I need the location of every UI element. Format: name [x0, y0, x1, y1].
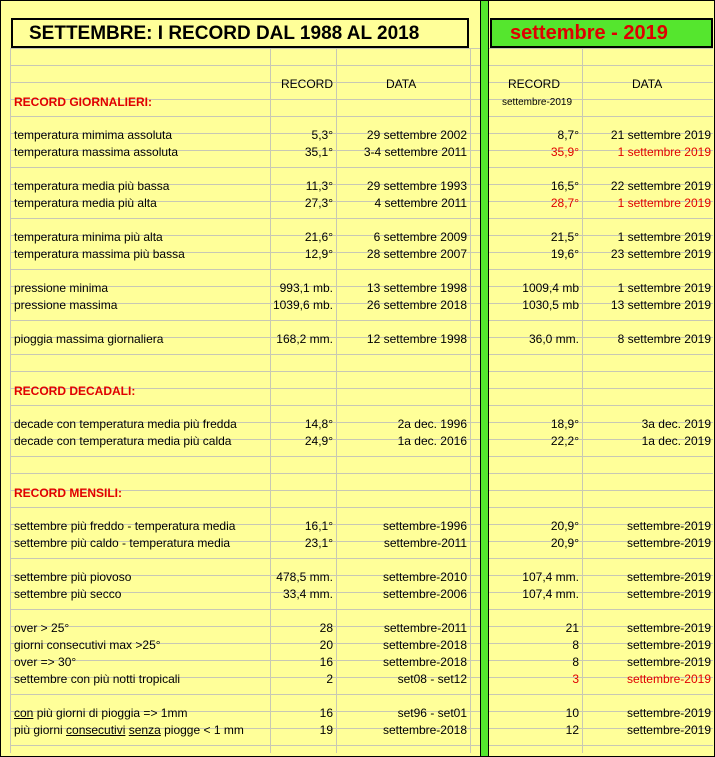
- row-record-value: 5,3°: [311, 128, 333, 142]
- row-2019-value: 107,4 mm.: [522, 587, 579, 601]
- row-record-date: 26 settembre 2018: [366, 298, 467, 312]
- row-record-date: set96 - set01: [397, 706, 467, 720]
- row-record-date: 29 settembre 2002: [366, 128, 467, 142]
- row-label: temperatura media più bassa: [14, 179, 170, 193]
- row-label: decade con temperatura media più calda: [14, 434, 232, 448]
- row-2019-date: settembre-2019: [626, 672, 711, 686]
- row-label: decade con temperatura media più fredda: [14, 417, 237, 431]
- row-record-date: 28 settembre 2007: [366, 247, 467, 261]
- row-2019-value: 1030,5 mb: [522, 298, 579, 312]
- row-label-part: piogge < 1 mm: [160, 723, 244, 737]
- row-2019-value: 20,9°: [550, 536, 579, 550]
- row-2019-value: 35,9°: [550, 145, 579, 159]
- row-label: giorni consecutivi max >25°: [14, 638, 161, 652]
- row-2019-date: 22 settembre 2019: [610, 179, 711, 193]
- row-2019-value: 8: [572, 638, 579, 652]
- row-record-value: 23,1°: [304, 536, 333, 550]
- row-label-part: più giorni: [14, 723, 67, 737]
- row-label-part: con: [14, 706, 34, 720]
- row-record-date: 1a dec. 2016: [397, 434, 467, 448]
- row-2019-value: 36,0 mm.: [528, 332, 579, 346]
- header-sub-2019: settembre-2019: [502, 97, 573, 108]
- row-label: over > 25°: [14, 621, 70, 635]
- row-2019-date: 1 settembre 2019: [617, 230, 711, 244]
- row-record-date: 3-4 settembre 2011: [363, 145, 467, 159]
- row-label: temperatura media più alta: [14, 196, 157, 210]
- row-label: settembre più freddo - temperatura media: [14, 519, 236, 533]
- row-2019-value: 16,5°: [550, 179, 579, 193]
- row-record-value: 12,9°: [304, 247, 333, 261]
- row-record-date: settembre-2010: [382, 570, 467, 584]
- row-record-value: 20: [319, 638, 333, 652]
- header-record-2019: RECORD: [508, 77, 561, 91]
- row-2019-date: settembre-2019: [626, 536, 711, 550]
- row-record-date: settembre-2006: [382, 587, 467, 601]
- row-label: pressione minima: [14, 281, 109, 295]
- row-2019-date: 1 settembre 2019: [617, 196, 711, 210]
- row-2019-date: 8 settembre 2019: [617, 332, 711, 346]
- row-record-value: 24,9°: [304, 434, 333, 448]
- row-record-value: 168,2 mm.: [276, 332, 333, 346]
- row-label: settembre più piovoso: [14, 570, 132, 584]
- row-label: temperatura minima più alta: [14, 230, 163, 244]
- row-2019-value: 18,9°: [550, 417, 579, 431]
- row-2019-value: 28,7°: [550, 196, 579, 210]
- row-2019-date: settembre-2019: [626, 638, 711, 652]
- row-2019-date: 1a dec. 2019: [641, 434, 711, 448]
- row-2019-date: settembre-2019: [626, 621, 711, 635]
- row-2019-date: settembre-2019: [626, 570, 711, 584]
- row-record-value: 16: [319, 706, 333, 720]
- row-2019-date: settembre-2019: [626, 587, 711, 601]
- row-label: pressione massima: [14, 298, 118, 312]
- row-record-date: settembre-2011: [383, 536, 467, 550]
- row-2019-value: 21,5°: [550, 230, 579, 244]
- row-2019-date: settembre-2019: [626, 706, 711, 720]
- row-2019-value: 20,9°: [550, 519, 579, 533]
- row-2019-value: 19,6°: [550, 247, 579, 261]
- row-2019-value: 12: [565, 723, 579, 737]
- row-record-value: 14,8°: [304, 417, 333, 431]
- row-record-value: 16,1°: [304, 519, 333, 533]
- row-label: settembre più caldo - temperatura media: [14, 536, 231, 550]
- row-label-part: più giorni di pioggia => 1mm: [33, 706, 188, 720]
- row-2019-date: 1 settembre 2019: [617, 145, 711, 159]
- row-label-part: senza: [128, 723, 161, 737]
- header-data: DATA: [386, 77, 417, 91]
- row-2019-value: 8: [572, 655, 579, 669]
- row-record-date: settembre-2018: [382, 723, 467, 737]
- row-record-value: 35,1°: [304, 145, 333, 159]
- month-title: settembre - 2019: [510, 22, 668, 44]
- row-record-date: 6 settembre 2009: [373, 230, 467, 244]
- row-record-date: 13 settembre 1998: [366, 281, 467, 295]
- header-record: RECORD: [280, 77, 333, 91]
- row-2019-date: settembre-2019: [626, 723, 711, 737]
- row-record-date: 4 settembre 2011: [374, 196, 467, 210]
- row-label: temperatura massima più bassa: [14, 247, 185, 261]
- row-2019-value: 8,7°: [557, 128, 579, 142]
- row-record-value: 11,3°: [305, 179, 333, 193]
- row-record-value: 1039,6 mb.: [272, 298, 333, 312]
- row-label: temperatura mimima assoluta: [14, 128, 173, 142]
- row-record-date: settembre-1996: [382, 519, 467, 533]
- row-2019-date: settembre-2019: [626, 519, 711, 533]
- page-title: SETTEMBRE: I RECORD DAL 1988 AL 2018: [29, 23, 420, 44]
- row-record-date: settembre-2018: [382, 638, 467, 652]
- row-record-value: 993,1 mb.: [279, 281, 333, 295]
- row-2019-date: 1 settembre 2019: [617, 281, 711, 295]
- row-label: temperatura massima assoluta: [14, 145, 179, 159]
- row-record-date: 12 settembre 1998: [366, 332, 467, 346]
- row-2019-value: 21: [565, 621, 579, 635]
- row-2019-date: 21 settembre 2019: [610, 128, 711, 142]
- section-giornalieri: RECORD GIORNALIERI:: [14, 95, 152, 109]
- row-2019-value: 107,4 mm.: [522, 570, 579, 584]
- row-label-part: consecutivi: [66, 723, 126, 737]
- row-record-value: 2: [326, 672, 333, 686]
- header-data-2019: DATA: [632, 77, 663, 91]
- row-label: pioggia massima giornaliera: [14, 332, 164, 346]
- row-2019-date: 13 settembre 2019: [610, 298, 711, 312]
- row-2019-date: 23 settembre 2019: [610, 247, 711, 261]
- row-label: over => 30°: [14, 655, 77, 669]
- row-2019-value: 1009,4 mb: [522, 281, 579, 295]
- row-2019-date: settembre-2019: [626, 655, 711, 669]
- row-2019-value: 3: [572, 672, 579, 686]
- row-record-value: 33,4 mm.: [282, 587, 333, 601]
- row-record-value: 21,6°: [304, 230, 333, 244]
- section-decadali: RECORD DECADALI:: [14, 384, 136, 398]
- row-2019-value: 10: [565, 706, 579, 720]
- row-2019-date: 3a dec. 2019: [641, 417, 711, 431]
- row-record-value: 28: [319, 621, 333, 635]
- section-mensili: RECORD MENSILI:: [14, 486, 122, 500]
- row-record-value: 19: [319, 723, 333, 737]
- row-label: settembre più secco: [14, 587, 122, 601]
- row-record-date: set08 - set12: [397, 672, 467, 686]
- row-label: settembre con più notti tropicali: [14, 672, 181, 686]
- row-record-date: 29 settembre 1993: [366, 179, 467, 193]
- row-record-value: 27,3°: [304, 196, 333, 210]
- row-record-value: 16: [319, 655, 333, 669]
- row-record-date: settembre-2011: [383, 621, 467, 635]
- row-record-value: 478,5 mm.: [276, 570, 333, 584]
- row-record-date: 2a dec. 1996: [397, 417, 467, 431]
- row-record-date: settembre-2018: [382, 655, 467, 669]
- row-2019-value: 22,2°: [550, 434, 579, 448]
